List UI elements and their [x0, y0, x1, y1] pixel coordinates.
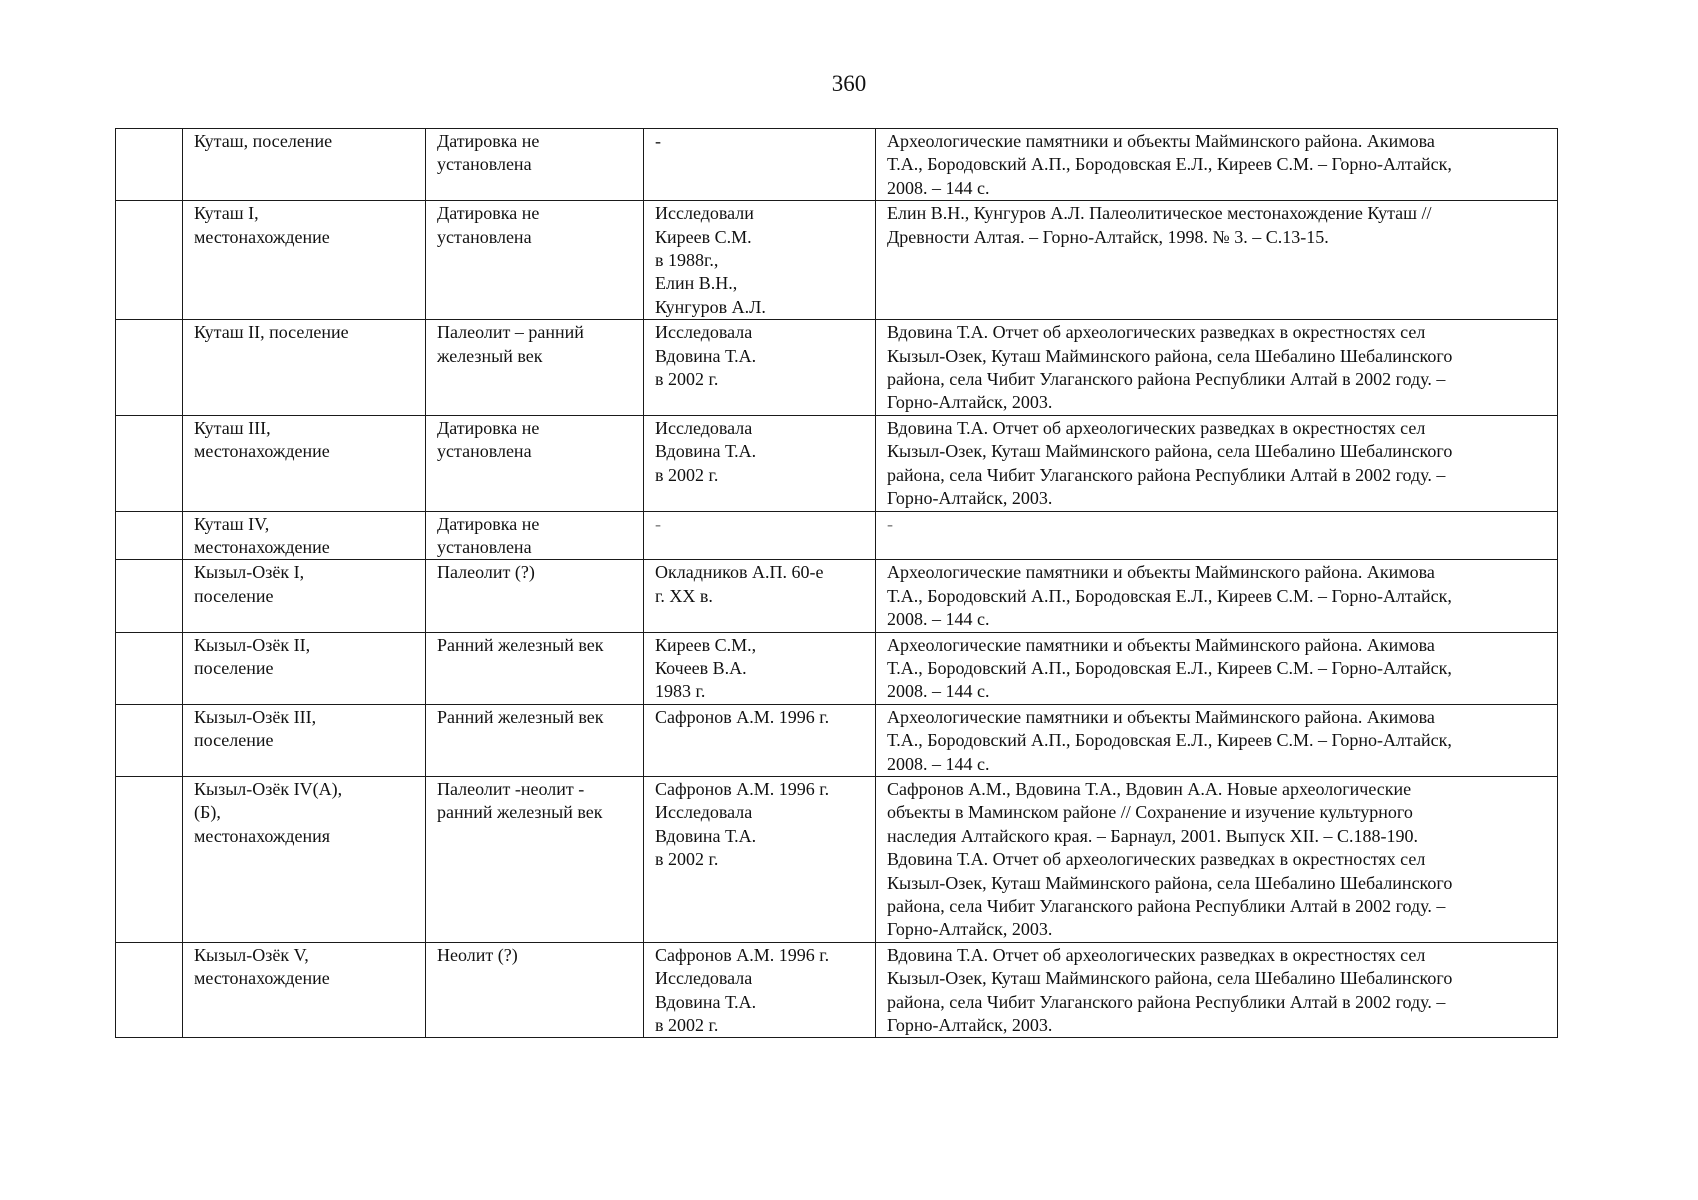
monuments-table-body	[116, 129, 1558, 1038]
literature-cell: Археологические памятники и объекты Майминского района. Акимова Т.А., Бородовский А.П., Бородовская Е.Л., Киреев С.М. – Горно-Алтайск, 2008. – 144 с.	[876, 560, 1558, 632]
row-number-cell	[116, 942, 183, 1038]
table-row	[116, 704, 1558, 776]
site-name-cell: Куташ III, местонахождение	[183, 415, 426, 511]
row-number-cell	[116, 776, 183, 942]
researchers-cell: Окладников А.П. 60-е г. XX в.	[644, 560, 876, 632]
literature-cell: -	[876, 511, 1558, 560]
researchers-cell: Киреев С.М., Кочеев В.А. 1983 г.	[644, 632, 876, 704]
dating-cell: Палеолит (?)	[426, 560, 644, 632]
dating-cell: Ранний железный век	[426, 632, 644, 704]
dating-cell: Ранний железный век	[426, 704, 644, 776]
table-row	[116, 776, 1558, 942]
site-name-cell: Куташ I, местонахождение	[183, 201, 426, 320]
researchers-cell: Сафронов А.М. 1996 г. Исследовала Вдовина Т.А. в 2002 г.	[644, 776, 876, 942]
row-number-cell	[116, 201, 183, 320]
site-name-cell: Куташ IV, местонахождение	[183, 511, 426, 560]
table-row	[116, 942, 1558, 1038]
site-name-cell: Куташ, поселение	[183, 129, 426, 201]
literature-cell: Елин В.Н., Кунгуров А.Л. Палеолитическое местонахождение Куташ // Древности Алтая. – Горно-Алтайск, 1998. № 3. – С.13-15.	[876, 201, 1558, 320]
researchers-cell: Сафронов А.М. 1996 г.	[644, 704, 876, 776]
dating-cell: Датировка не установлена	[426, 415, 644, 511]
table-row	[116, 201, 1558, 320]
dating-cell: Датировка не установлена	[426, 201, 644, 320]
literature-cell: Археологические памятники и объекты Майминского района. Акимова Т.А., Бородовский А.П., Бородовская Е.Л., Киреев С.М. – Горно-Алтайск, 2008. – 144 с.	[876, 632, 1558, 704]
table-row	[116, 320, 1558, 416]
row-number-cell	[116, 415, 183, 511]
row-number-cell	[116, 704, 183, 776]
researchers-cell: Исследовали Киреев С.М. в 1988г., Елин В.Н., Кунгуров А.Л.	[644, 201, 876, 320]
site-name-cell: Кызыл-Озёк V, местонахождение	[183, 942, 426, 1038]
literature-cell: Археологические памятники и объекты Майминского района. Акимова Т.А., Бородовский А.П., Бородовская Е.Л., Киреев С.М. – Горно-Алтайск, 2008. – 144 с.	[876, 704, 1558, 776]
table-row	[116, 560, 1558, 632]
researchers-cell: Сафронов А.М. 1996 г. Исследовала Вдовина Т.А. в 2002 г.	[644, 942, 876, 1038]
site-name-cell: Кызыл-Озёк I, поселение	[183, 560, 426, 632]
researchers-cell: -	[644, 129, 876, 201]
researchers-cell: Исследовала Вдовина Т.А. в 2002 г.	[644, 415, 876, 511]
site-name-cell: Кызыл-Озёк II, поселение	[183, 632, 426, 704]
table-row	[116, 511, 1558, 560]
site-name-cell: Кызыл-Озёк III, поселение	[183, 704, 426, 776]
site-name-cell: Куташ II, поселение	[183, 320, 426, 416]
table-row	[116, 632, 1558, 704]
row-number-cell	[116, 511, 183, 560]
row-number-cell	[116, 320, 183, 416]
researchers-cell: Исследовала Вдовина Т.А. в 2002 г.	[644, 320, 876, 416]
row-number-cell	[116, 560, 183, 632]
literature-cell: Археологические памятники и объекты Майминского района. Акимова Т.А., Бородовский А.П., Бородовская Е.Л., Киреев С.М. – Горно-Алтайск, 2008. – 144 с.	[876, 129, 1558, 201]
row-number-cell	[116, 129, 183, 201]
literature-cell: Сафронов А.М., Вдовина Т.А., Вдовин А.А. Новые археологические объекты в Маминском районе // Сохранение и изучение культурного наследия Алтайского края. – Барнаул, 2001. Выпуск XII. – С.188-190. Вдовина Т.А. Отчет об археологических разведках в окрестностях сел Кызыл-Озек, Куташ Майминского района, села Шебалино Шебалинского района, села Чибит Улаганского района Республики Алтай в 2002 году. – Горно-Алтайск, 2003.	[876, 776, 1558, 942]
literature-cell: Вдовина Т.А. Отчет об археологических разведках в окрестностях сел Кызыл-Озек, Куташ Майминского района, села Шебалино Шебалинского района, села Чибит Улаганского района Республики Алтай в 2002 году. – Горно-Алтайск, 2003.	[876, 320, 1558, 416]
site-name-cell: Кызыл-Озёк IV(А), (Б), местонахождения	[183, 776, 426, 942]
dating-cell: Датировка не установлена	[426, 511, 644, 560]
table-row	[116, 129, 1558, 201]
row-number-cell	[116, 632, 183, 704]
dating-cell: Неолит (?)	[426, 942, 644, 1038]
dating-cell: Датировка не установлена	[426, 129, 644, 201]
literature-cell: Вдовина Т.А. Отчет об археологических разведках в окрестностях сел Кызыл-Озек, Куташ Майминского района, села Шебалино Шебалинского района, села Чибит Улаганского района Республики Алтай в 2002 году. – Горно-Алтайск, 2003.	[876, 942, 1558, 1038]
dating-cell: Палеолит -неолит - ранний железный век	[426, 776, 644, 942]
monuments-table	[115, 128, 1558, 1038]
page-number: 360	[831, 71, 867, 96]
table-row	[116, 415, 1558, 511]
researchers-cell: -	[644, 511, 876, 560]
dating-cell: Палеолит – ранний железный век	[426, 320, 644, 416]
literature-cell: Вдовина Т.А. Отчет об археологических разведках в окрестностях сел Кызыл-Озек, Куташ Майминского района, села Шебалино Шебалинского района, села Чибит Улаганского района Республики Алтай в 2002 году. – Горно-Алтайск, 2003.	[876, 415, 1558, 511]
